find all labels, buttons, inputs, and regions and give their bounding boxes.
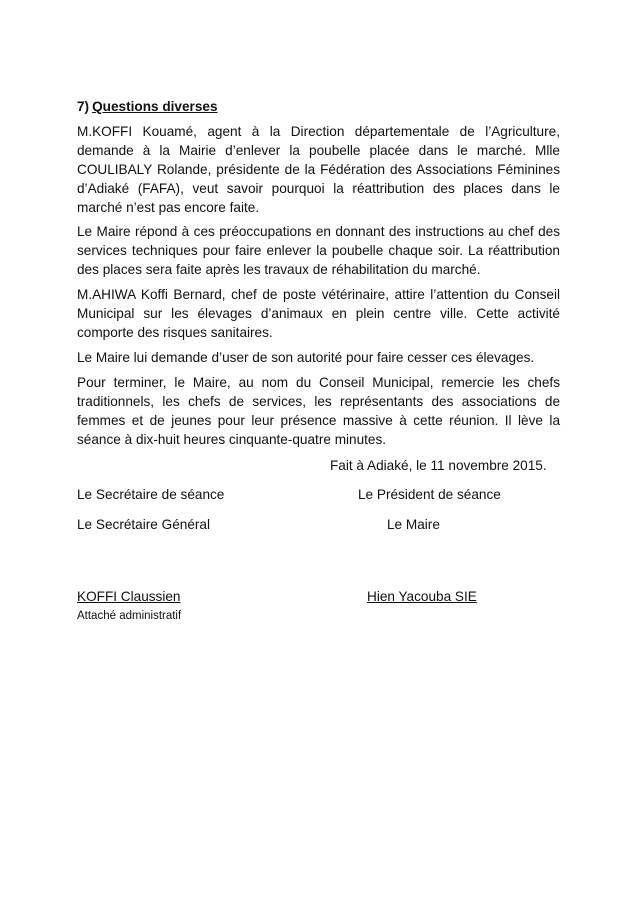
paragraph-veterinary-concern: M.AHIWA Koffi Bernard, chef de poste vétérinaire, attire l’attention du Conseil Municipal sur les élevages d’animaux en plein centre ville. Cette activité comporte des risques sanitaires. <box>77 287 560 340</box>
signature-names-row <box>77 588 560 607</box>
mayor-label: Le Maire <box>387 517 440 533</box>
place-date: Fait à Adiaké, le 11 novembre 2015. <box>330 458 547 474</box>
section-number: 7) <box>77 99 90 114</box>
session-president-label: Le Président de séance <box>358 487 501 503</box>
general-secretary-label: Le Secrétaire Général <box>77 517 210 533</box>
section-title: Questions diverses <box>92 99 218 114</box>
signature-roles-row <box>77 486 560 505</box>
secretary-of-session-label: Le Secrétaire de séance <box>77 487 225 503</box>
secretary-name: KOFFI Claussien <box>77 589 181 605</box>
paragraph-agriculture-request: M.KOFFI Kouamé, agent à la Direction départementale de l’Agriculture, demande à la Mairie d’enlever la poubelle placée dans le marché. Mlle COULIBALY Rolande, présidente de la Fédération des Associations Féminines d’Adiaké (FAFA), veut savoir pourquoi la réattribution des places dans le marché n’est pas encore faite. <box>77 123 560 215</box>
paragraph-mayor-authority: Le Maire lui demande d’user de son autorité pour faire cesser ces élevages. <box>77 349 535 365</box>
document-body <box>77 98 560 624</box>
section-heading <box>77 98 560 117</box>
paragraph-closing: Pour terminer, le Maire, au nom du Conseil Municipal, remercie les chefs traditionnels, les chefs de services, les représentants des associations de femmes et de jeunes pour leur présence massive à cette réunion. Il lève la séance à dix-huit heures cinquante-quatre minutes. <box>77 374 560 447</box>
signature-titles-row <box>77 516 560 535</box>
paragraph-mayor-response: Le Maire répond à ces préoccupations en donnant des instructions au chef des services techniques pour faire enlever la poubelle chaque soir. La réattribution des places sera faite après les travaux de réhabilitation du marché. <box>77 224 560 278</box>
secretary-title: Attaché administratif <box>77 610 182 623</box>
mayor-name: Hien Yacouba SIE <box>367 589 477 605</box>
